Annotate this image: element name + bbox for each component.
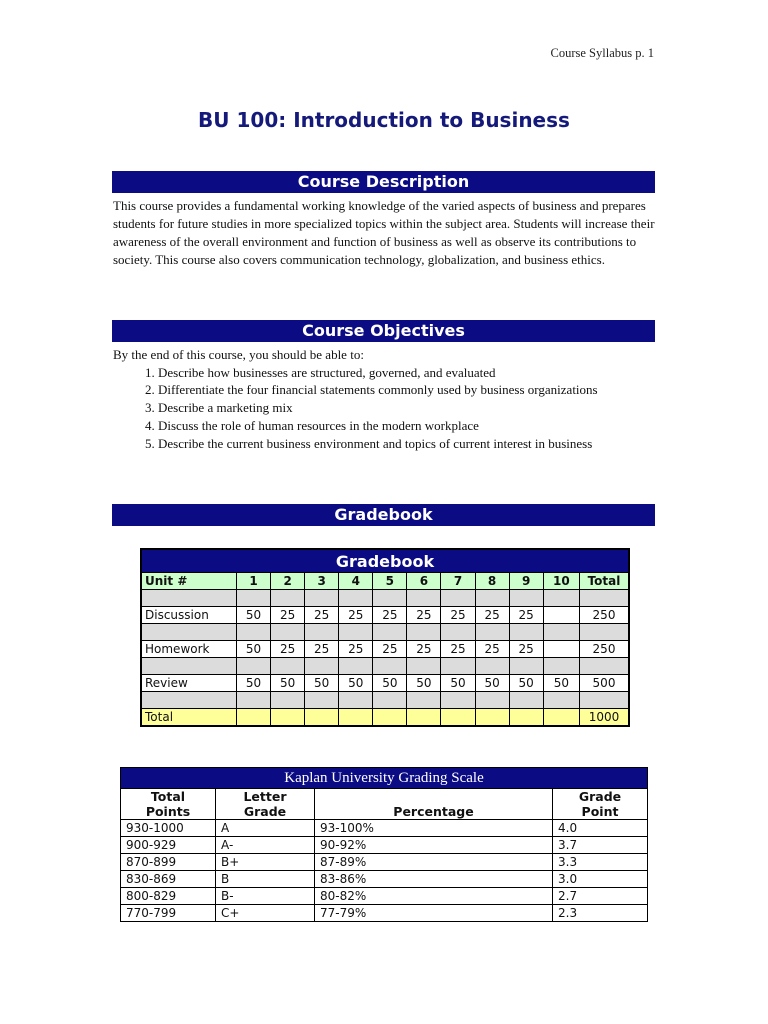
gradebook-cell: 25: [509, 607, 543, 624]
gradebook-spacer-row: [141, 692, 629, 709]
grading-scale-points: 770-799: [121, 905, 216, 922]
course-objectives: [113, 346, 658, 452]
gradebook-total-value: 1000: [580, 709, 630, 727]
gradebook-cell: 50: [271, 675, 305, 692]
gradebook-col-header: 8: [475, 573, 509, 590]
grading-scale-gp: 3.3: [553, 854, 648, 871]
gradebook-cell: 50: [237, 675, 271, 692]
header-line: Total: [150, 789, 186, 804]
gradebook-cell: 25: [373, 607, 407, 624]
grading-scale-gp: 3.7: [553, 837, 648, 854]
gradebook-spacer-row: [141, 590, 629, 607]
objectives-intro: By the end of this course, you should be able to:: [113, 347, 364, 362]
gradebook-row-label: Discussion: [141, 607, 237, 624]
gradebook-row-label: Homework: [141, 641, 237, 658]
gradebook-cell: 25: [509, 641, 543, 658]
gradebook-cell: 25: [441, 641, 475, 658]
gradebook-cell: 50: [305, 675, 339, 692]
gradebook-spacer-row: [141, 624, 629, 641]
gradebook-cell: 50: [509, 675, 543, 692]
grading-scale-letter: B+: [216, 854, 315, 871]
gradebook-col-header: 7: [441, 573, 475, 590]
course-description-heading: Course Description: [112, 171, 655, 193]
gradebook-col-header: 6: [407, 573, 441, 590]
grading-scale-percentage: 87-89%: [315, 854, 553, 871]
grading-scale-row: [121, 854, 648, 871]
gradebook-table-title: Gradebook: [141, 549, 629, 573]
grading-scale-letter: A-: [216, 837, 315, 854]
grading-scale-gp: 2.3: [553, 905, 648, 922]
grading-scale-col-percentage: Percentage: [315, 789, 553, 820]
grading-scale-row: [121, 871, 648, 888]
grading-scale-col-grade-point: [553, 789, 648, 820]
grading-scale-row: [121, 905, 648, 922]
gradebook-cell: 25: [475, 641, 509, 658]
gradebook-cell: 50: [475, 675, 509, 692]
gradebook-cell: 25: [373, 641, 407, 658]
header-line: Letter: [243, 789, 287, 804]
grading-scale-letter: A: [216, 820, 315, 837]
gradebook-col-header: 3: [305, 573, 339, 590]
objective-item: 5. Describe the current business environment and topics of current interest in business: [158, 435, 658, 453]
gradebook-table: [140, 548, 630, 727]
grading-scale-percentage: 77-79%: [315, 905, 553, 922]
grading-scale-row: [121, 820, 648, 837]
grading-scale-letter: C+: [216, 905, 315, 922]
gradebook-col-header: 1: [237, 573, 271, 590]
gradebook-cell: 50: [407, 675, 441, 692]
gradebook-cell: 25: [305, 641, 339, 658]
gradebook-cell: 25: [407, 607, 441, 624]
objective-item: 3. Describe a marketing mix: [158, 399, 658, 417]
grading-scale-title: Kaplan University Grading Scale: [121, 768, 648, 789]
course-objectives-heading: Course Objectives: [112, 320, 655, 342]
objectives-list: [113, 364, 658, 453]
grading-scale-gp: 3.0: [553, 871, 648, 888]
gradebook-cell: 25: [441, 607, 475, 624]
gradebook-cell: 50: [373, 675, 407, 692]
gradebook-header-row: [141, 573, 629, 590]
gradebook-heading: Gradebook: [112, 504, 655, 526]
gradebook-cell: 25: [271, 641, 305, 658]
grading-scale-points: 930-1000: [121, 820, 216, 837]
objective-item: 4. Discuss the role of human resources in the modern workplace: [158, 417, 658, 435]
header-line: Grade: [243, 804, 287, 819]
gradebook-row-label: Review: [141, 675, 237, 692]
gradebook-row-discussion: [141, 607, 629, 624]
grading-scale-header-row: [121, 789, 648, 820]
grading-scale-percentage: 93-100%: [315, 820, 553, 837]
grading-scale-points: 900-929: [121, 837, 216, 854]
gradebook-cell: [543, 607, 579, 624]
gradebook-cell: 25: [271, 607, 305, 624]
grading-scale-points: 830-869: [121, 871, 216, 888]
grading-scale-gp: 2.7: [553, 888, 648, 905]
grading-scale-letter: B-: [216, 888, 315, 905]
gradebook-col-header: 5: [373, 573, 407, 590]
course-description-text: This course provides a fundamental working knowledge of the varied aspects of business and prepares students for future studies in more specialized topics within the subject area. Students will increase their awareness of the overall environment and function of business as well as observe its contributions to society. This course also covers communication technology, globalization, and business ethics.: [113, 198, 655, 267]
gradebook-total-label: Total: [141, 709, 237, 727]
grading-scale-percentage: 83-86%: [315, 871, 553, 888]
page-header: Course Syllabus p. 1: [550, 46, 654, 60]
gradebook-col-header: Total: [580, 573, 630, 590]
gradebook-cell: [543, 641, 579, 658]
gradebook-cell: 50: [543, 675, 579, 692]
gradebook-cell: 25: [475, 607, 509, 624]
objective-item: 1. Describe how businesses are structured, governed, and evaluated: [158, 364, 658, 382]
gradebook-cell: 250: [580, 641, 630, 658]
gradebook-cell: 25: [339, 607, 373, 624]
grading-scale-points: 800-829: [121, 888, 216, 905]
header-line: Grade: [578, 789, 622, 804]
gradebook-col-header: 2: [271, 573, 305, 590]
gradebook-col-header: 9: [509, 573, 543, 590]
page-title: BU 100: Introduction to Business: [198, 108, 570, 132]
gradebook-cell: 50: [441, 675, 475, 692]
header-line: Point: [581, 804, 619, 819]
grading-scale-col-points: [121, 789, 216, 820]
grading-scale-percentage: 90-92%: [315, 837, 553, 854]
gradebook-cell: 25: [407, 641, 441, 658]
grading-scale-row: [121, 837, 648, 854]
gradebook-row-review: [141, 675, 629, 692]
gradebook-col-header: Unit #: [141, 573, 237, 590]
gradebook-cell: 25: [339, 641, 373, 658]
objective-item: 2. Differentiate the four financial statements commonly used by business organizations: [158, 381, 658, 399]
grading-scale-col-letter: [216, 789, 315, 820]
grading-scale-letter: B: [216, 871, 315, 888]
gradebook-cell: 50: [339, 675, 373, 692]
grading-scale-table: [120, 767, 648, 922]
gradebook-col-header: 4: [339, 573, 373, 590]
grading-scale-points: 870-899: [121, 854, 216, 871]
grading-scale-row: [121, 888, 648, 905]
gradebook-row-homework: [141, 641, 629, 658]
gradebook-cell: 500: [580, 675, 630, 692]
gradebook-cell: 25: [305, 607, 339, 624]
gradebook-cell: 50: [237, 607, 271, 624]
gradebook-cell: 50: [237, 641, 271, 658]
gradebook-col-header: 10: [543, 573, 579, 590]
gradebook-total-row: [141, 709, 629, 727]
grading-scale-percentage: 80-82%: [315, 888, 553, 905]
header-line: Points: [145, 804, 191, 819]
grading-scale-gp: 4.0: [553, 820, 648, 837]
gradebook-cell: 250: [580, 607, 630, 624]
gradebook-spacer-row: [141, 658, 629, 675]
